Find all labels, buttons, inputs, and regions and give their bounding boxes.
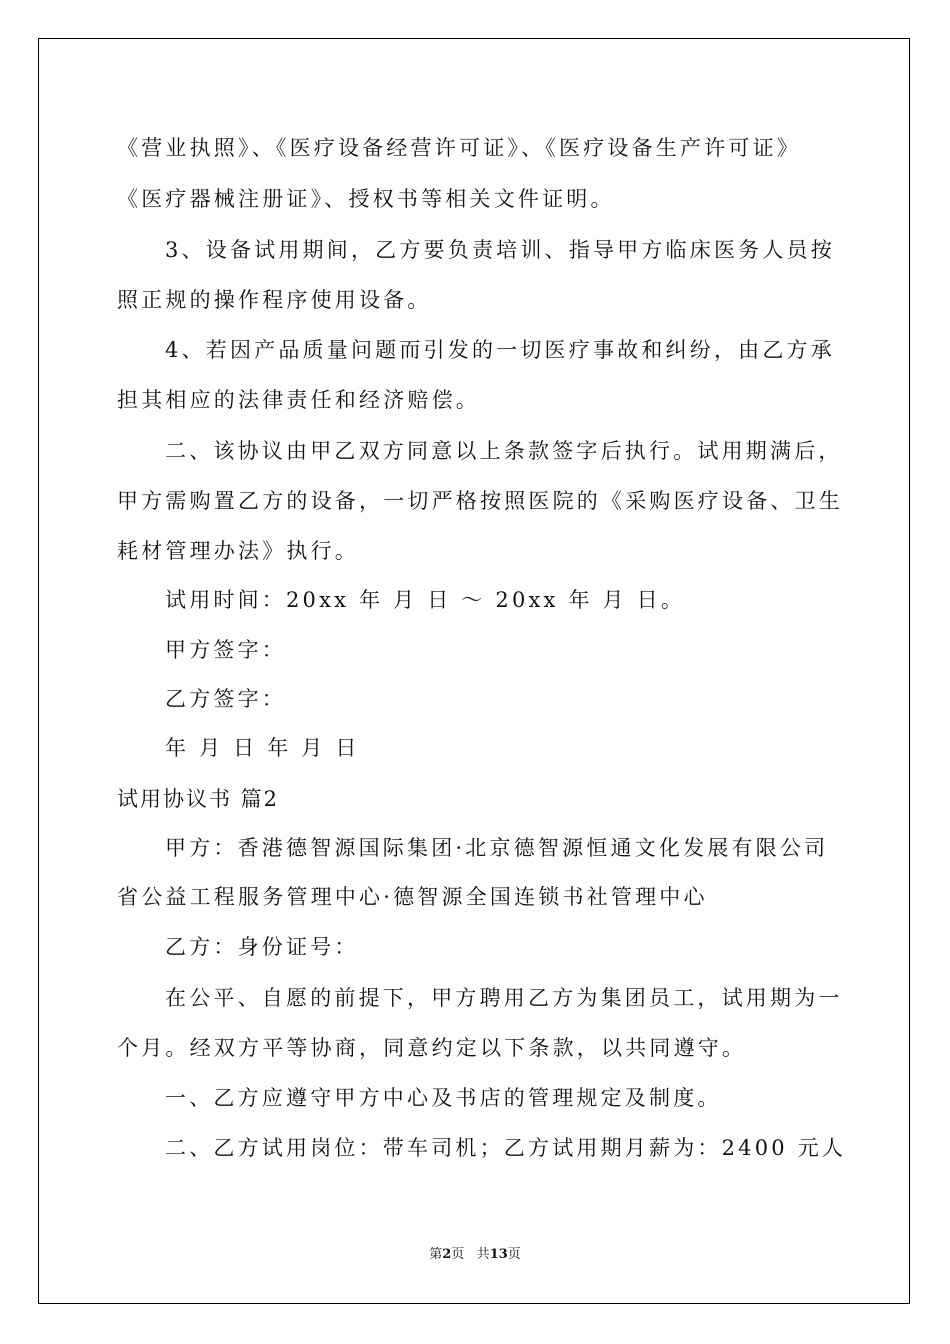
footer-page-number: 2 [442,1247,452,1262]
footer-total-pages: 13 [489,1247,508,1262]
text-line: 乙方：身份证号： [165,935,359,959]
text-line: 一、乙方应遵守甲方中心及书店的管理规定及制度。 [165,1086,722,1110]
party-b-signature: 乙方签字： [165,687,286,711]
footer-total-prefix: 共 [476,1247,490,1262]
text-line: 耗材管理办法》执行。 [117,539,359,563]
text-line: 《营业执照》、《医疗设备经营许可证》、《医疗设备生产许可证》 [117,136,801,160]
text-line: 在公平、自愿的前提下，甲方聘用乙方为集团员工，试用期为一 [165,986,843,1010]
text-line: 甲方：香港德智源国际集团·北京德智源恒通文化发展有限公司 [165,836,829,860]
text-line: 个月。经双方平等协商，同意约定以下条款，以共同遵守。 [117,1036,747,1060]
text-line: 二、乙方试用岗位：带车司机；乙方试用期月薪为：2400 元人 [165,1136,847,1160]
text-line: 《医疗器械注册证》、授权书等相关文件证明。 [117,187,615,211]
text-line: 3、设备试用期间，乙方要负责培训、指导甲方临床医务人员按 [165,238,835,262]
footer-total-suffix: 页 [507,1247,521,1262]
page-footer [0,1243,950,1262]
trial-period-line: 试用时间：20xx 年 月 日 ～ 20xx 年 月 日。 [165,588,686,612]
footer-page-prefix: 第 [429,1247,443,1262]
text-line: 照正规的操作程序使用设备。 [117,288,432,312]
footer-page-suffix: 页 [451,1247,465,1262]
party-a-signature: 甲方签字： [165,638,286,662]
text-line: 省公益工程服务管理中心·德智源全国连锁书社管理中心 [117,885,708,909]
page-border [38,38,910,1304]
text-line: 甲方需购置乙方的设备，一切严格按照医院的《采购医疗设备、卫生 [117,489,843,513]
text-line: 4、若因产品质量问题而引发的一切医疗事故和纠纷，由乙方承 [165,338,835,362]
text-line: 二、该协议由甲乙双方同意以上条款签字后执行。试用期满后， [165,439,843,463]
text-line: 担其相应的法律责任和经济赔偿。 [117,388,480,412]
date-line: 年 月 日 年 月 日 [165,736,360,760]
section-heading: 试用协议书 篇2 [117,787,280,811]
